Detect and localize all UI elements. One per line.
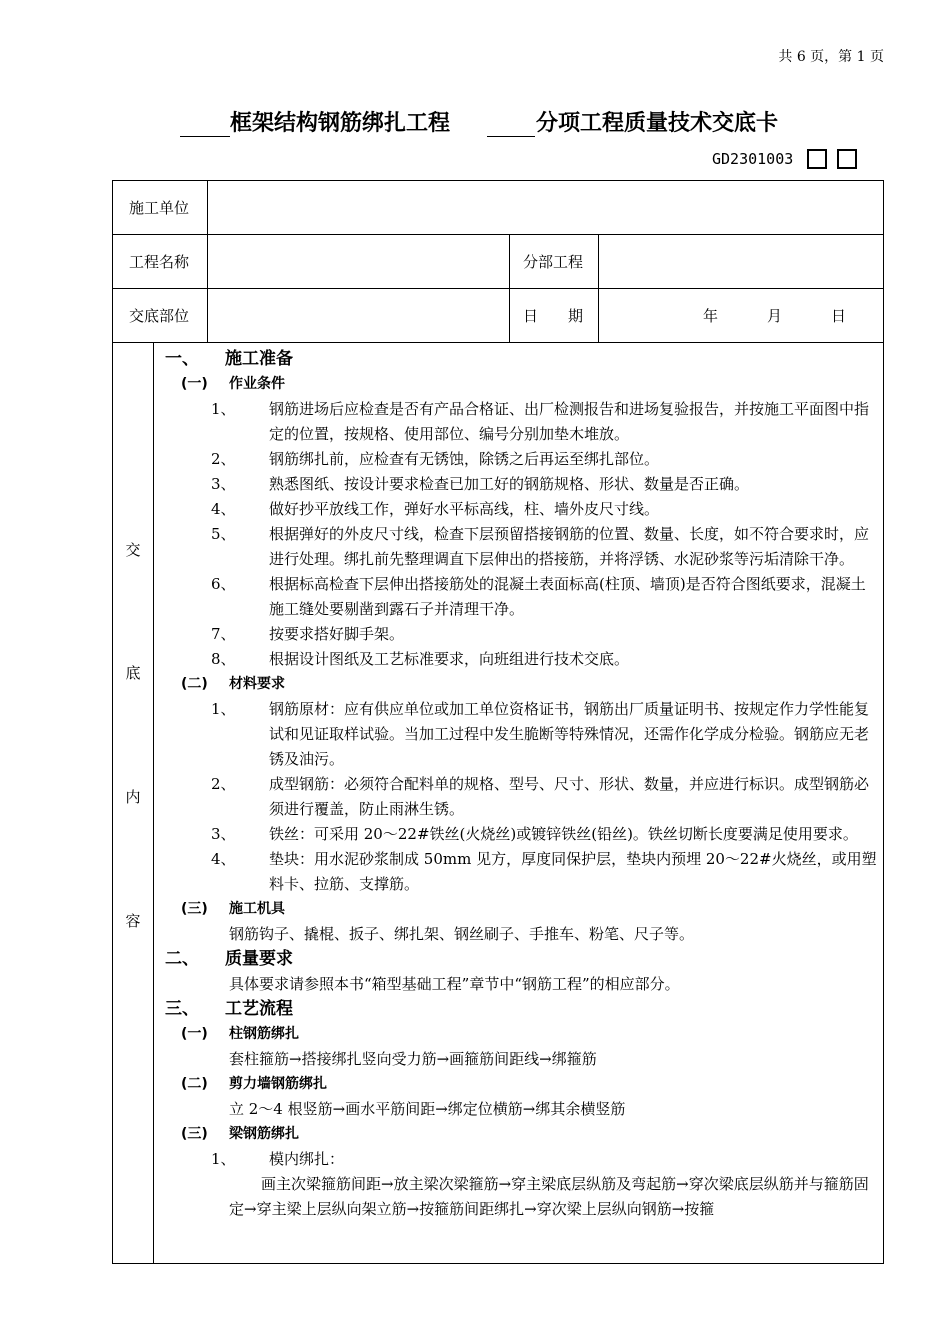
page-indicator: 共 6 页，第 1 页 bbox=[778, 49, 884, 65]
date-label: 日 期 bbox=[523, 307, 584, 325]
side-label-char: 容 bbox=[125, 912, 141, 930]
section-heading: 三、 工艺流程 bbox=[165, 999, 293, 1019]
construction-unit-label: 施工单位 bbox=[129, 199, 190, 217]
checkbox-1[interactable] bbox=[807, 149, 827, 169]
column-divider bbox=[153, 342, 154, 1264]
handover-form bbox=[112, 180, 884, 1264]
column-divider bbox=[207, 181, 208, 342]
paragraph: 钢筋钩子、撬棍、扳子、绑扎架、钢丝刷子、手推车、粉笔、尺子等。 bbox=[229, 925, 695, 943]
subsection-heading: (三) 施工机具 bbox=[181, 901, 285, 917]
handover-content bbox=[161, 347, 879, 1222]
row-divider bbox=[113, 234, 883, 235]
list-item: 2、 成型钢筋：必须符合配料单的规格、型号、尺寸、形状、数量，并应进行标识。成型钢筋必须进行覆盖，防止雨淋生锈。 bbox=[211, 775, 870, 818]
list-item: 1、 钢筋进场后应检查是否有产品合格证、出厂检测报告和进场复验报告，并按施工平面图中指定的位置，按规格、使用部位、编号分别加垫木堆放。 bbox=[211, 400, 870, 443]
document-code-row bbox=[712, 146, 867, 172]
title-suffix: 分项工程质量技术交底卡 bbox=[536, 111, 779, 136]
handover-part-label: 交底部位 bbox=[129, 307, 190, 325]
subsection-heading: (二) 剪力墙钢筋绑扎 bbox=[181, 1076, 327, 1092]
list-item: 1、 模内绑扎： bbox=[211, 1150, 345, 1168]
column-divider bbox=[598, 234, 599, 342]
date-year: 年 bbox=[703, 307, 719, 325]
list-item: 4、 垫块：用水泥砂浆制成 50mm 见方，厚度同保护层，垫块内预埋 20～22#火烧丝，或用塑料卡、拉筋、支撑筋。 bbox=[211, 850, 877, 893]
row-divider bbox=[113, 342, 883, 343]
column-divider bbox=[509, 234, 510, 342]
subsection-heading: (一) 柱钢筋绑扎 bbox=[181, 1026, 299, 1042]
paragraph: 套柱箍筋→搭接绑扎竖向受力筋→画箍筋间距线→绑箍筋 bbox=[229, 1050, 597, 1068]
paragraph: 立 2～4 根竖筋→画水平筋间距→绑定位横筋→绑其余横竖筋 bbox=[229, 1100, 626, 1118]
side-label-char: 交 bbox=[125, 541, 141, 559]
checkbox-2[interactable] bbox=[837, 149, 857, 169]
paragraph: 画主次梁箍筋间距→放主梁次梁箍筋→穿主梁底层纵筋及弯起筋→穿次梁底层纵筋并与箍筋固定→穿主梁上层纵向架立筋→按箍筋间距绑扎→穿次梁上层纵向钢筋→按箍 bbox=[229, 1175, 869, 1218]
document-code: GD2301003 bbox=[712, 150, 794, 168]
title-underline-left bbox=[180, 106, 230, 137]
subsection-heading: (二) 材料要求 bbox=[181, 676, 285, 692]
sub-project-label: 分部工程 bbox=[523, 253, 584, 271]
date-day: 日 bbox=[831, 307, 847, 325]
row-divider bbox=[113, 288, 883, 289]
section-heading: 一、 施工准备 bbox=[165, 349, 293, 369]
list-item: 6、 根据标高检查下层伸出搭接筋处的混凝土表面标高(柱顶、墙顶)是否符合图纸要求，混凝土施工缝处要剔凿到露石子并清理干净。 bbox=[211, 575, 866, 618]
list-item: 8、 根据设计图纸及工艺标准要求，向班组进行技术交底。 bbox=[211, 650, 630, 668]
side-label-char: 内 bbox=[125, 788, 141, 806]
list-item: 3、 熟悉图纸、按设计要求检查已加工好的钢筋规格、形状、数量是否正确。 bbox=[211, 475, 750, 493]
title-main: 框架结构钢筋绑扎工程 bbox=[230, 111, 451, 136]
list-item: 5、 根据弹好的外皮尺寸线，检查下层预留搭接钢筋的位置、数量、长度，如不符合要求时，应进行处理。绑扎前先整理调直下层伸出的搭接筋，并将浮锈、水泥砂浆等污垢清除干净。 bbox=[211, 525, 870, 568]
date-month: 月 bbox=[767, 307, 783, 325]
paragraph: 具体要求请参照本书“箱型基础工程”章节中“钢筋工程”的相应部分。 bbox=[229, 975, 680, 993]
list-item: 1、 钢筋原材：应有供应单位或加工单位资格证书，钢筋出厂质量证明书、按规定作力学性能复试和见证取样试验。当加工过程中发生脆断等特殊情况，还需作化学成分检验。钢筋应无老锈及油污。 bbox=[211, 700, 870, 768]
subsection-heading: (三) 梁钢筋绑扎 bbox=[181, 1126, 299, 1142]
list-item: 4、 做好抄平放线工作，弹好水平标高线，柱、墙外皮尺寸线。 bbox=[211, 500, 660, 518]
side-label-char: 底 bbox=[125, 664, 141, 682]
list-item: 3、 铁丝：可采用 20～22#铁丝(火烧丝)或镀锌铁丝(铅丝)。铁丝切断长度要满足使用要求。 bbox=[211, 825, 858, 843]
project-name-label: 工程名称 bbox=[129, 253, 190, 271]
subsection-heading: (一) 作业条件 bbox=[181, 376, 285, 392]
title-underline-fill bbox=[487, 106, 535, 137]
section-heading: 二、 质量要求 bbox=[165, 949, 293, 969]
list-item: 2、 钢筋绑扎前，应检查有无锈蚀，除锈之后再运至绑扎部位。 bbox=[211, 450, 660, 468]
document-title bbox=[0, 106, 950, 142]
list-item: 7、 按要求搭好脚手架。 bbox=[211, 625, 405, 643]
